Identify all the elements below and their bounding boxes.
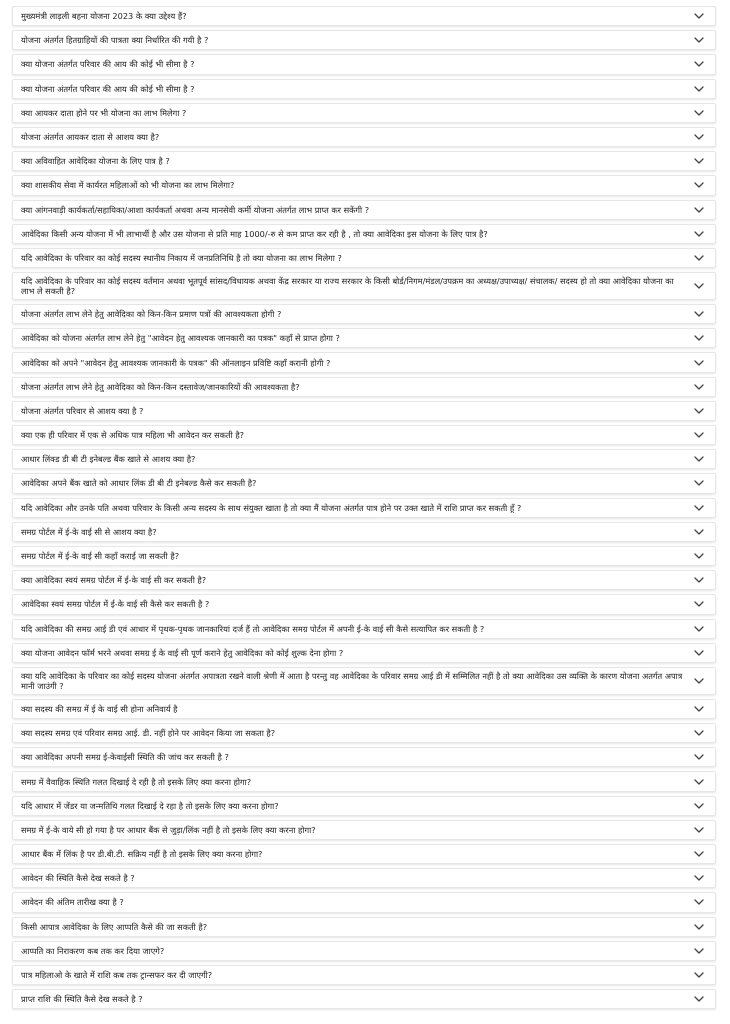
- faq-question: क्या यदि आवेदिका के परिवार का कोई सदस्य योजना अंतर्गत अपात्रता रखने वाली श्रेणी में आता है परन्तु वह आवेदिका के परिवार समग्र आई डी में सम्मिलित नहीं है तो क्या आवेदिका उस व्यक्ति के कारण योजना अतर्गत अपात्र मानी जाउंगी ?: [21, 670, 683, 691]
- chevron-down-icon[interactable]: [693, 993, 705, 1005]
- faq-question: क्या सदस्य की समग्र में ई के वाई सी होना अनिवार्य है: [21, 703, 178, 714]
- faq-item[interactable]: [12, 989, 716, 1009]
- chevron-down-icon[interactable]: [693, 824, 705, 836]
- faq-item[interactable]: [12, 127, 716, 147]
- faq-item[interactable]: [12, 328, 716, 348]
- faq-item[interactable]: [12, 594, 716, 614]
- faq-question: यदि आवेदिका की समग्र आई डी एवं आधार में पृथक-पृथक जानकारियां दर्ज हैं तो आवेदिका समग्र पोर्टल में अपनी ई-के वाई सी कैसे सत्यापित कर सकती है ?: [21, 623, 485, 634]
- faq-question: योजना अंतर्गत आयकर दाता से आशय क्या है?: [21, 132, 160, 143]
- chevron-down-icon[interactable]: [693, 896, 705, 908]
- faq-question: क्या योजना आवेदन फॉर्म भरने अथवा समग्र ई के वाई सी पूर्ण कराने हेतु आवेदिका को कोई शुल्क देना होगा ?: [21, 647, 344, 658]
- chevron-down-icon[interactable]: [693, 727, 705, 739]
- chevron-down-icon[interactable]: [693, 58, 705, 70]
- chevron-down-icon[interactable]: [693, 332, 705, 344]
- faq-question: आवेदन की स्थिति कैसे देख सकते है ?: [21, 873, 135, 884]
- faq-question: क्या अविवाहित आवेदिका योजना के लिए पात्र है ?: [21, 156, 170, 167]
- chevron-down-icon[interactable]: [693, 872, 705, 884]
- faq-question: आप्पति का निराकरण कब तक कर दिया जाएगे?: [21, 945, 165, 956]
- faq-question: आवेदिका को योजना अंतर्गत लाभ लेने हेतु "आवेदन हेतु आवश्यक जानकारी का पत्रक" कहाँ से प्राप्त होगा ?: [21, 333, 340, 344]
- chevron-down-icon[interactable]: [693, 945, 705, 957]
- faq-question: आवेदिका किसी अन्य योजना में भी लाभार्थी है और उस योजना से प्रति माह 1000/-रु से कम प्राप्त कर रही है , तो क्या आवेदिका इस योजना के लिए पात्र है?: [21, 228, 488, 239]
- faq-item[interactable]: [12, 30, 716, 50]
- faq-item[interactable]: [12, 892, 716, 912]
- faq-item[interactable]: [12, 473, 716, 493]
- faq-item[interactable]: [12, 248, 716, 268]
- chevron-down-icon[interactable]: [693, 623, 705, 635]
- faq-question: आवेदिका को अपने "आवेदन हेतु आवश्यक जानकारी के पत्रक" की ऑनलाइन प्रविष्टि कहाँ करानी होगी ?: [21, 357, 331, 368]
- faq-item[interactable]: [12, 377, 716, 397]
- faq-item[interactable]: [12, 965, 716, 985]
- chevron-down-icon[interactable]: [693, 381, 705, 393]
- faq-question: क्या योजना अंतर्गत परिवार की आय की कोई भी सीमा है ?: [21, 83, 195, 94]
- chevron-down-icon[interactable]: [693, 703, 705, 715]
- faq-question: योजना अंतर्गत लाभ लेने हेतु आवेदिका को किन-किन प्रमाण पत्रों की आवश्यकता होगी ?: [21, 309, 282, 320]
- chevron-down-icon[interactable]: [693, 155, 705, 167]
- chevron-down-icon[interactable]: [693, 969, 705, 981]
- faq-question: क्या सदस्य समग्र एवं परिवार समग्र आई. डी. नहीं होने पर आवेदन किया जा सकता है?: [21, 728, 276, 739]
- faq-question: किसी आपात्र आवेदिका के लिए आप्पति कैसे की जा सकती है?: [21, 921, 208, 932]
- faq-item[interactable]: [12, 796, 716, 816]
- faq-question: यदि आवेदिका के परिवार का कोई सदस्य वर्तमान अथवा भूतपूर्व सांसद/विधायक अथवा केंद्र सरकार या राज्य सरकार के किसी बोर्ड/निगम/मंडल/उपक्रम का अध्यक्ष/उपाध्यक्ष/ संचालक/ सदस्य हो तो क्या आवेदिका योजना का लाभ ले सकती है?: [21, 276, 674, 297]
- faq-item[interactable]: [12, 723, 716, 743]
- chevron-down-icon[interactable]: [693, 647, 705, 659]
- faq-item[interactable]: [12, 224, 716, 244]
- faq-item[interactable]: [12, 570, 716, 590]
- chevron-down-icon[interactable]: [693, 280, 705, 292]
- chevron-down-icon[interactable]: [693, 107, 705, 119]
- chevron-down-icon[interactable]: [693, 131, 705, 143]
- faq-item[interactable]: [12, 747, 716, 767]
- faq-question: क्या एक ही परिवार में एक से अधिक पात्र महिला भी आवेदन कर सकती है?: [21, 430, 245, 441]
- faq-question: यदि आधार में जेंडर या जन्मतिथि गलत दिखाई दे रहा है तो इसके लिए क्या करना होगा?: [21, 800, 279, 811]
- faq-item[interactable]: [12, 820, 716, 840]
- faq-question: समग्र में वैवाहिक स्थिति गलत दिखाई दे रही है तो इसके लिए क्या करना होगा?: [21, 776, 252, 787]
- faq-item[interactable]: [12, 917, 716, 937]
- chevron-down-icon[interactable]: [693, 179, 705, 191]
- faq-item[interactable]: [12, 868, 716, 888]
- faq-question: समग्र में ई-के वाये सी हो गया है पर आधार बैंक से जुड़ा/लिंक नहीं है तो इसके लिए क्या करना होगा?: [21, 824, 316, 835]
- faq-accordion: [12, 6, 716, 1009]
- faq-item[interactable]: [12, 449, 716, 469]
- faq-item[interactable]: [12, 941, 716, 961]
- faq-item[interactable]: [12, 844, 716, 864]
- faq-item[interactable]: [12, 6, 716, 26]
- chevron-down-icon[interactable]: [693, 800, 705, 812]
- faq-question: क्या योजना अंतर्गत परिवार की आय की कोई भी सीमा है ?: [21, 59, 195, 70]
- faq-item[interactable]: [12, 498, 716, 518]
- chevron-down-icon[interactable]: [693, 228, 705, 240]
- chevron-down-icon[interactable]: [693, 751, 705, 763]
- faq-item[interactable]: [12, 79, 716, 99]
- faq-item[interactable]: [12, 522, 716, 542]
- faq-item[interactable]: [12, 425, 716, 445]
- faq-question: योजना अंतर्गत हितग्राहियों की पात्रता क्या निर्धारित की गयी है ?: [21, 35, 209, 46]
- chevron-down-icon[interactable]: [693, 308, 705, 320]
- chevron-down-icon[interactable]: [693, 34, 705, 46]
- chevron-down-icon[interactable]: [693, 675, 705, 687]
- faq-question: आवेदन की अंतिम तारीख क्या है ?: [21, 897, 124, 908]
- chevron-down-icon[interactable]: [693, 776, 705, 788]
- faq-item[interactable]: [12, 352, 716, 372]
- chevron-down-icon[interactable]: [693, 252, 705, 264]
- faq-question: यदि आवेदिका और उनके पति अथवा परिवार के किसी अन्य सदस्य के साथ संयुक्त खाता है तो क्या मैं योजना अंतर्गत पात्र होने पर उक्त खाते में राशि प्राप्त कर सकती हूँ ?: [21, 502, 522, 513]
- faq-item[interactable]: [12, 200, 716, 220]
- chevron-down-icon[interactable]: [693, 453, 705, 465]
- faq-question: क्या आवेदिका स्वयं समग्र पोर्टल में ई-के वाई सी कर सकती है?: [21, 575, 207, 586]
- faq-item[interactable]: [12, 401, 716, 421]
- faq-question: क्या शासकीय सेवा में कार्यरत महिलाओं को भी योजना का लाभ मिलेगा?: [21, 180, 235, 191]
- chevron-down-icon[interactable]: [693, 477, 705, 489]
- faq-question: आधार बैंक में लिंक है पर डी.बी.टी. सक्रिय नहीं है तो इसके लिए क्या करना होगा?: [21, 849, 263, 860]
- faq-item[interactable]: [12, 151, 716, 171]
- chevron-down-icon[interactable]: [693, 204, 705, 216]
- faq-item[interactable]: [12, 103, 716, 123]
- faq-question: योजना अंतर्गत लाभ लेने हेतु आवेदिका को किन-किन दस्तावेज/जानकारियों की आवश्यकता है?: [21, 381, 300, 392]
- faq-question: मुख्यमंत्री लाड़ली बहना योजना 2023 के क्या उद्देश्य हैं?: [21, 11, 187, 22]
- chevron-down-icon[interactable]: [693, 405, 705, 417]
- faq-question: समग्र पोर्टल में ई-के वाई सी से आशय क्या है?: [21, 526, 157, 537]
- chevron-down-icon[interactable]: [693, 848, 705, 860]
- chevron-down-icon[interactable]: [693, 574, 705, 586]
- chevron-down-icon[interactable]: [693, 429, 705, 441]
- faq-item[interactable]: [12, 643, 716, 663]
- faq-question: आवेदिका अपने बैंक खाते को आधार लिंक डी बी टी इनेबल्ड कैसे कर सकती है?: [21, 478, 257, 489]
- faq-item[interactable]: [12, 54, 716, 74]
- faq-question: क्या आंगनवाड़ी कार्यकर्ता/सहायिका/आशा कार्यकर्ता अथवा अन्य मानसेवी कर्मी योजना अंतर्गत लाभ प्राप्त कर सकेंगी ?: [21, 204, 370, 215]
- faq-question: क्या आवेदिका अपनी समग्र ई-केवाईसी स्थिति की जांच कर सकती है ?: [21, 752, 229, 763]
- chevron-down-icon[interactable]: [693, 921, 705, 933]
- faq-item[interactable]: [12, 619, 716, 639]
- faq-item[interactable]: [12, 304, 716, 324]
- faq-question: प्राप्त राशि की स्थिति कैसे देख सकते है ?: [21, 994, 143, 1005]
- chevron-down-icon[interactable]: [693, 83, 705, 95]
- chevron-down-icon[interactable]: [693, 357, 705, 369]
- faq-question: योजना अंतर्गत परिवार से आशय क्या है ?: [21, 405, 144, 416]
- faq-item[interactable]: [12, 771, 716, 791]
- chevron-down-icon[interactable]: [693, 10, 705, 22]
- faq-question: क्या आयकर दाता होने पर भी योजना का लाभ मिलेगा ?: [21, 107, 187, 118]
- faq-question: यदि आवेदिका के परिवार का कोई सदस्य स्थानीय निकाय में जनप्रतिनिधि है तो क्या योजना का लाभ मिलेगा ?: [21, 252, 342, 263]
- chevron-down-icon[interactable]: [693, 598, 705, 610]
- chevron-down-icon[interactable]: [693, 550, 705, 562]
- faq-question: आधार लिंक्ड डी बी टी इनेबल्ड बैंक खाते से आशय क्या है?: [21, 454, 196, 465]
- faq-question: आवेदिका स्वयं समग्र पोर्टल में ई-के वाई सी कैसे कर सकती है ?: [21, 599, 210, 610]
- chevron-down-icon[interactable]: [693, 502, 705, 514]
- faq-item[interactable]: [12, 699, 716, 719]
- faq-item[interactable]: [12, 175, 716, 195]
- faq-question: पात्र महिलाओ के खाते में राशि कब तक ट्रान्सफर कर दी जाएगी?: [21, 970, 213, 981]
- chevron-down-icon[interactable]: [693, 526, 705, 538]
- faq-question: समग्र पोर्टल में ई-के वाई सी कहाँ कराई जा सकती है?: [21, 551, 180, 562]
- faq-item[interactable]: [12, 546, 716, 566]
- faq-item[interactable]: [12, 667, 716, 695]
- faq-item[interactable]: [12, 272, 716, 300]
